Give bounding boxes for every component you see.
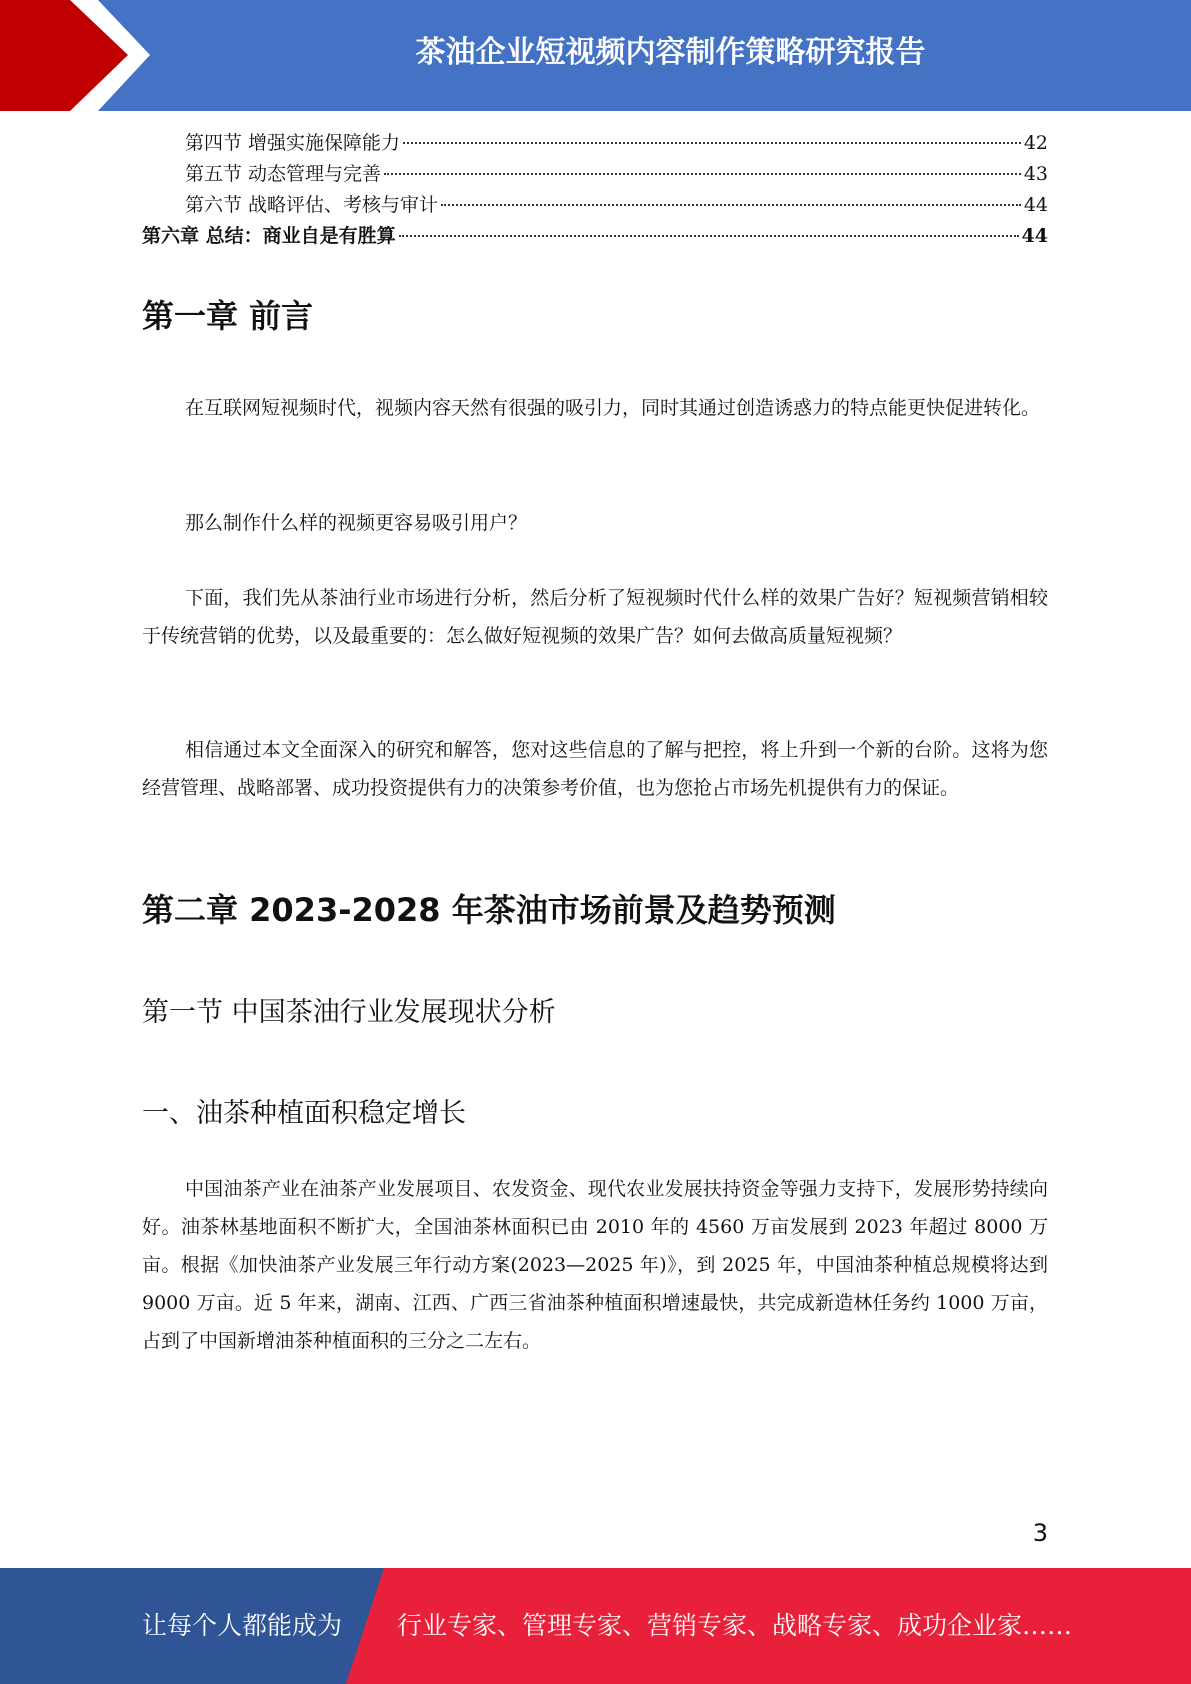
toc-entry-label: 第四节 增强实施保障能力 (185, 132, 401, 154)
paragraph: 下面，我们先从茶油行业市场进行分析，然后分析了短视频时代什么样的效果广告好？短视频营销相较于传统营销的优势，以及最重要的：怎么做好短视频的效果广告？如何去做高质量短视频？ (142, 587, 1048, 647)
toc-entry-label: 第五节 动态管理与完善 (185, 163, 382, 185)
toc-entry[interactable] (142, 159, 1048, 190)
page-footer (0, 1568, 1191, 1684)
toc-entry-page: 43 (1023, 163, 1048, 185)
toc-leader-dots (403, 142, 1021, 144)
subsection-heading: 一、油茶种植面积稳定增长 (142, 1098, 466, 1129)
chapter-heading: 第二章 2023-2028 年茶油市场前景及趋势预测 (142, 891, 836, 929)
paragraph: 相信通过本文全面深入的研究和解答，您对这些信息的了解与把控，将上升到一个新的台阶。这将为您经营管理、战略部署、成功投资提供有力的决策参考价值，也为您抢占市场先机提供有力的保证。 (142, 739, 1048, 799)
toc-leader-dots (384, 173, 1021, 175)
toc-entry[interactable] (142, 190, 1048, 221)
toc-entry-page: 42 (1023, 132, 1048, 154)
toc-entry[interactable] (142, 128, 1048, 159)
toc-entry-page: 44 (1021, 225, 1048, 247)
toc-leader-dots (399, 235, 1019, 237)
paragraph: 在互联网短视频时代，视频内容天然有很强的吸引力，同时其通过创造诱惑力的特点能更快促进转化。 (185, 397, 1041, 419)
page-header (0, 0, 1191, 111)
section-heading: 第一节 中国茶油行业发展现状分析 (142, 997, 556, 1028)
chapter-heading: 第一章 前言 (142, 297, 314, 335)
toc-leader-dots (441, 204, 1021, 206)
page-number: 3 (1032, 1519, 1048, 1547)
footer-slogan-right: 行业专家、管理专家、营销专家、战略专家、成功企业家…… (397, 1611, 1073, 1640)
toc-entry-chapter[interactable] (142, 221, 1048, 252)
footer-slogan-left: 让每个人都能成为 (142, 1611, 343, 1640)
toc-entry-label: 第六节 战略评估、考核与审计 (185, 194, 439, 216)
paragraph: 那么制作什么样的视频更容易吸引用户？ (185, 512, 528, 534)
toc-entry-page: 44 (1023, 194, 1048, 216)
table-of-contents (142, 128, 1048, 252)
paragraph: 中国油茶产业在油茶产业发展项目、农发资金、现代农业发展扶持资金等强力支持下，发展形势持续向好。油茶林基地面积不断扩大，全国油茶林面积已由 2010 年的 4560 万亩发展到 2023 年超过 8000 万亩。根据《加快油茶产业发展三年行动方案(2023—2025 年)》，到 2025 年，中国油茶种植总规模将达到 9000 万亩。近 5 年来，湖南、江西、广西三省油茶种植面积增速最快，共完成新造林任务约 1000 万亩，占到了中国新增油茶种植面积的三分之二左右。 (142, 1178, 1048, 1352)
report-title: 茶油企业短视频内容制作策略研究报告 (415, 35, 926, 70)
toc-entry-label: 第六章 总结：商业自是有胜算 (142, 225, 396, 247)
